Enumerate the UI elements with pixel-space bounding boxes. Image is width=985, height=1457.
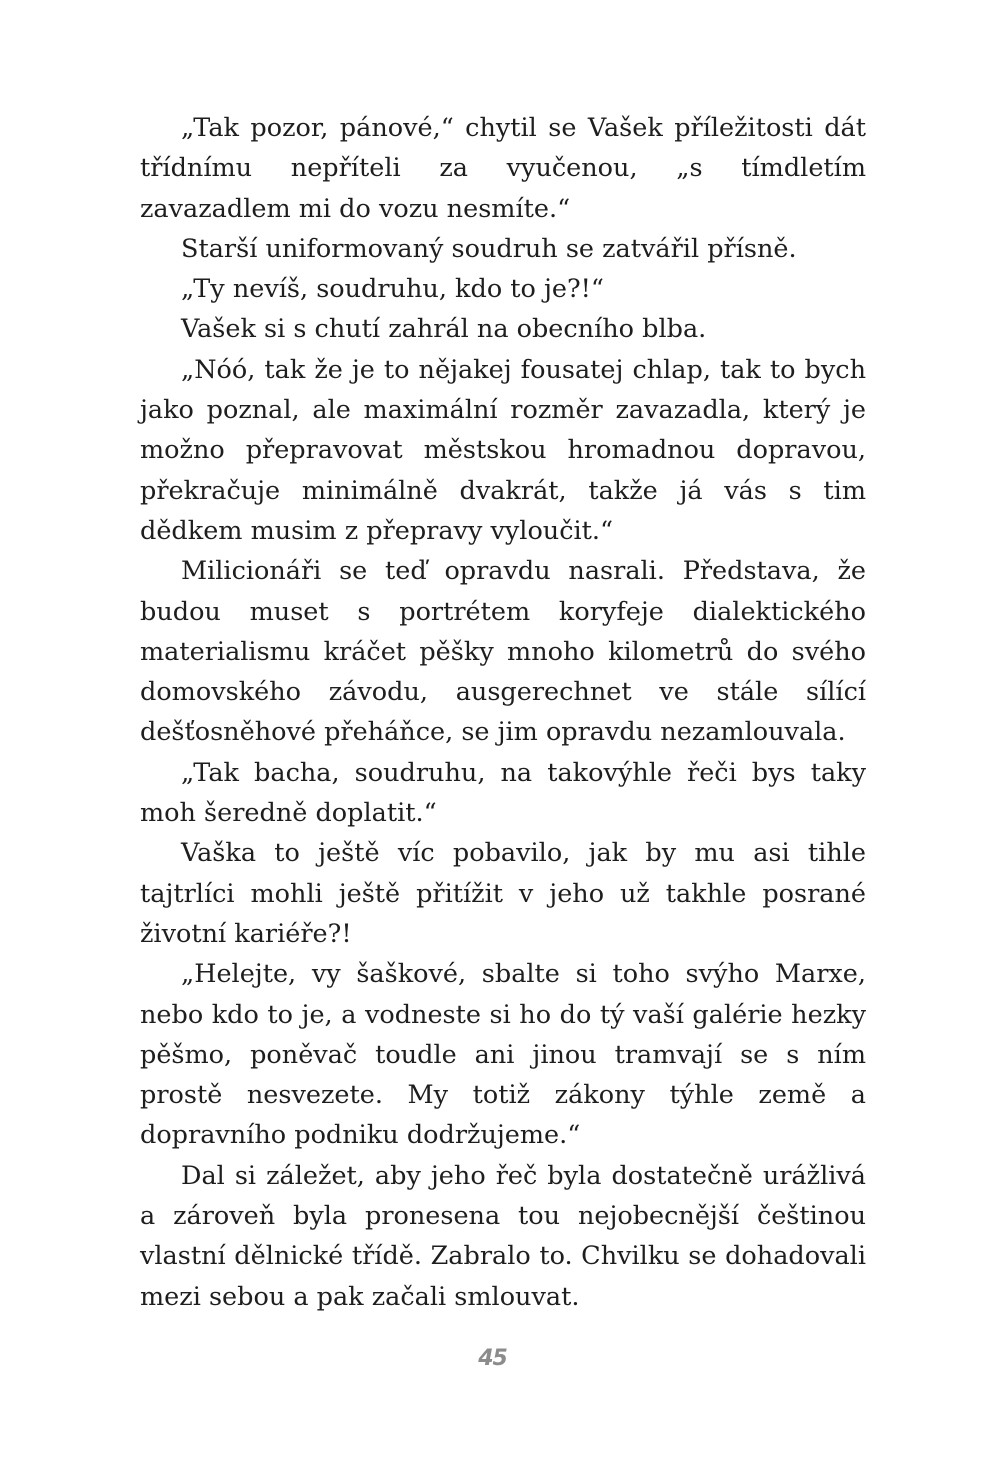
paragraph: Milicionáři se teď opravdu nasrali. Představa, že budou muset s portrétem koryfeje dialektického materialismu kráčet pěšky mnoho kilometrů do svého domovského závodu, ausgerechnet ve stále sílící dešťosněhové přeháňce, se jim opravdu nezamlouvala.: [140, 556, 866, 748]
body-text: [140, 108, 866, 1317]
paragraph: „Helejte, vy šaškové, sbalte si toho svýho Marxe, nebo kdo to je, a vodneste si ho do tý vaší galérie hezky pěšmo, poněvač toudle ani jinou tramvají se s ním prostě nesvezete. My totiž zákony týhle země a dopravního podniku dodržujeme.“: [140, 959, 866, 1151]
paragraph: Vašek si s chutí zahrál na obecního blba.: [181, 314, 707, 345]
paragraph: „Ty nevíš, soudruhu, kdo to je?!“: [181, 274, 604, 305]
paragraph: Dal si záležet, aby jeho řeč byla dostatečně urážlivá a zároveň byla pronesena tou nejobecnější češtinou vlastní dělnické třídě. Zabralo to. Chvilku se dohadovali mezi sebou a pak začali smlouvat.: [140, 1160, 866, 1312]
paragraph: Starší uniformovaný soudruh se zatvářil přísně.: [181, 233, 797, 264]
paragraph: Vaška to ještě víc pobavilo, jak by mu asi tihle tajtrlíci mohli ještě přitížit v jeho už takhle posrané životní kariéře?!: [140, 838, 866, 949]
paragraph: „Tak pozor, pánové,“ chytil se Vašek příležitosti dát třídnímu nepříteli za vyučenou, „s tímdletím zavazadlem mi do vozu nesmíte.“: [140, 113, 866, 224]
paragraph: „Tak bacha, soudruhu, na takovýhle řeči bys taky moh šeredně doplatit.“: [140, 757, 866, 829]
paragraph: „Nóó, tak že je to nějakej fousatej chlap, tak to bych jako poznal, ale maximální rozměr zavazadla, který je možno přepravovat městskou hromadnou dopravou, překračuje minimálně dvakrát, takže já vás s tim dědkem musim z přepravy vyloučit.“: [140, 354, 866, 546]
page-number: 45: [478, 1346, 507, 1371]
